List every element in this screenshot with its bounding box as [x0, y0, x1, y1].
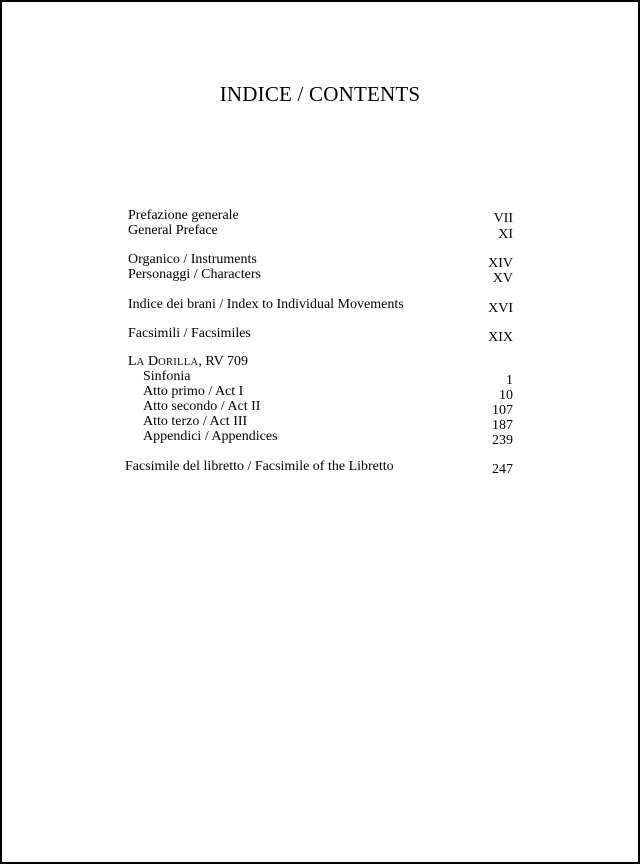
- toc-label: Organico / Instruments: [128, 252, 257, 267]
- toc-label: Facsimili / Facsimiles: [128, 326, 251, 341]
- toc-page-number: 107: [492, 403, 513, 418]
- toc-label: Appendici / Appendices: [143, 429, 278, 444]
- toc-label: Personaggi / Characters: [128, 267, 261, 282]
- toc-entry: [0, 458, 640, 476]
- toc-label: Facsimile del libretto / Facsimile of the Libretto: [125, 459, 394, 474]
- toc-entry: [0, 222, 640, 240]
- toc-page-number: 1: [506, 373, 513, 388]
- toc-label: General Preface: [128, 223, 218, 238]
- toc-page-number: 247: [492, 462, 513, 477]
- toc-page-number: 10: [499, 388, 513, 403]
- toc-entry: [0, 325, 640, 343]
- toc-page-number: XIX: [488, 330, 513, 345]
- toc-label: Atto terzo / Act III: [143, 414, 248, 429]
- toc-page-number: 187: [492, 418, 513, 433]
- toc-page-number: XVI: [488, 301, 513, 316]
- toc-page-number: XI: [498, 227, 513, 242]
- page-title: INDICE / CONTENTS: [219, 82, 421, 106]
- toc-label: Atto secondo / Act II: [143, 399, 261, 414]
- toc-entry: [0, 296, 640, 314]
- toc-label: Sinfonia: [143, 369, 191, 384]
- work-title: LA DORILLA, RV 709: [128, 354, 248, 369]
- toc-label: Indice dei brani / Index to Individual Movements: [128, 297, 404, 312]
- toc-page-number: XV: [492, 271, 513, 286]
- toc-label: Atto primo / Act I: [143, 384, 244, 399]
- toc-page-number: 239: [492, 433, 513, 448]
- toc-page-number: XIV: [488, 256, 513, 271]
- toc-page-number: VII: [493, 211, 513, 226]
- toc-entry: [0, 266, 640, 284]
- toc-label: Prefazione generale: [128, 208, 239, 223]
- toc-entry: [0, 428, 640, 446]
